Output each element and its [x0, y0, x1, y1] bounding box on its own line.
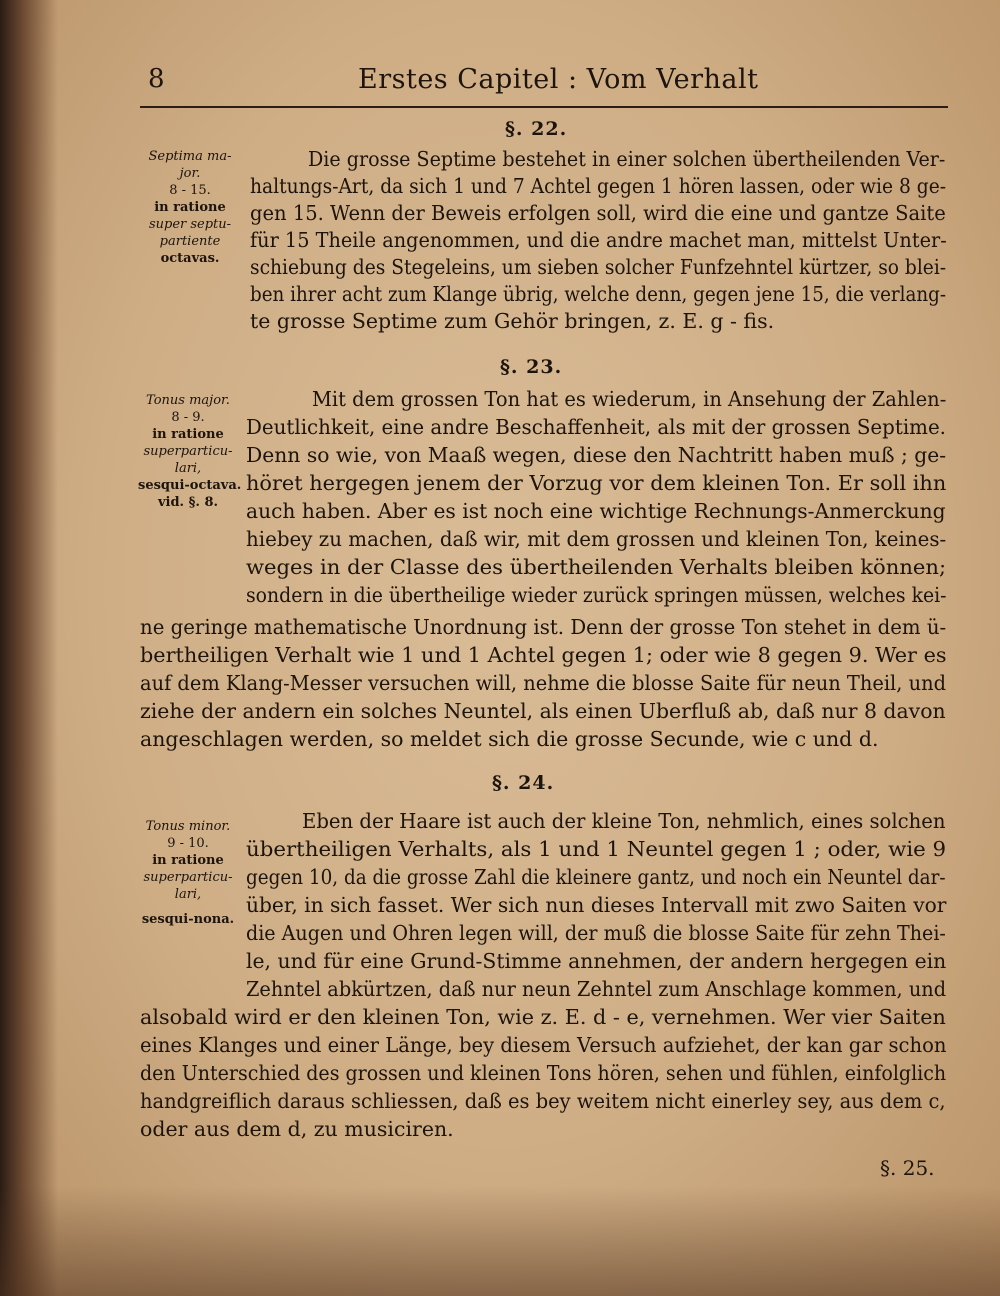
margin-note-23 [138, 392, 242, 511]
text-line: Denn so wie, von Maaß wegen, diese den Nachtritt haben muß ; ge- [246, 443, 947, 467]
running-head: Erstes Capitel : Vom Verhalt [358, 64, 759, 95]
text-line: Mit dem grossen Ton hat es wiederum, in Ansehung der Zahlen- [312, 387, 947, 411]
text-line: eines Klanges und einer Länge, bey diesem Versuch aufziehet, der kan gar schon [140, 1033, 947, 1057]
text-line: auch haben. Aber es ist noch eine wichtige Rechnungs-Anmerckung [246, 499, 946, 523]
margin-line: 9 - 10. [167, 836, 209, 851]
text-line: bertheiligen Verhalt wie 1 und 1 Achtel gegen 1; oder wie 8 gegen 9. Wer es [140, 643, 947, 667]
text-line: über, in sich fasset. Wer sich nun dieses Intervall mit zwo Saiten vor [246, 893, 947, 917]
margin-line: superparticu- [143, 870, 233, 885]
margin-line: Tonus major. [146, 393, 230, 408]
text-line: auf dem Klang-Messer versuchen will, nehme die blosse Saite für neun Theil, und [140, 671, 947, 695]
text-line: höret hergegen jenem der Vorzug vor dem kleinen Ton. Er soll ihn [246, 471, 947, 495]
margin-line: Septima ma- [148, 149, 232, 164]
margin-line: super septu- [148, 217, 232, 232]
margin-line: 8 - 15. [169, 183, 211, 198]
text-line: handgreiflich daraus schliessen, daß es bey weitem nicht einerley sey, aus dem c, [140, 1089, 946, 1113]
margin-line: in ratione [152, 427, 224, 442]
header-rule [140, 106, 948, 108]
page-gutter-shadow [0, 0, 58, 1296]
text-line: Zehntel abkürtzen, daß nur neun Zehntel zum Anschlage kommen, und [246, 977, 947, 1001]
text-line: Deutlichkeit, eine andre Beschaffenheit, als mit der grossen Septime. [246, 415, 947, 439]
margin-line: partiente [159, 234, 221, 249]
text-line: angeschlagen werden, so meldet sich die grosse Secunde, wie c und d. [140, 727, 879, 751]
text-line: Eben der Haare ist auch der kleine Ton, nehmlich, eines solchen [302, 809, 946, 833]
text-line: die Augen und Ohren legen will, der muß die blosse Saite für zehn Thei- [246, 921, 946, 945]
section-mark-24: §. 24. [492, 772, 555, 794]
catchword: §. 25. [880, 1156, 935, 1180]
section-mark-22: §. 22. [505, 118, 568, 140]
margin-line: superparticu- [143, 444, 233, 459]
text-line: alsobald wird er den kleinen Ton, wie z. E. d - e, vernehmen. Wer vier Saiten [140, 1005, 946, 1029]
text-line: te grosse Septime zum Gehör bringen, z. E. g - fis. [250, 309, 775, 333]
margin-line: in ratione [152, 853, 224, 868]
margin-line: vid. §. 8. [157, 495, 219, 510]
margin-line: Tonus minor. [145, 819, 231, 834]
margin-note-22 [140, 148, 240, 267]
text-line: ne geringe mathematische Unordnung ist. Denn der grosse Ton stehet in dem ü- [140, 615, 947, 639]
margin-line: sesqui-octava. [138, 478, 242, 493]
margin-line: in ratione [154, 200, 226, 215]
text-line: oder aus dem d, zu musiciren. [140, 1117, 454, 1141]
text-line: ziehe der andern ein solches Neuntel, als einen Uberfluß ab, daß nur 8 davon [140, 699, 946, 723]
text-line: haltungs-Art, da sich 1 und 7 Achtel gegen 1 hören lassen, oder wie 8 ge- [250, 174, 947, 198]
margin-line: sesqui-nona. [141, 912, 235, 927]
text-line: hiebey zu machen, daß wir, mit dem grossen und kleinen Ton, keines- [246, 527, 947, 551]
page-bottom-shadow [0, 1186, 1000, 1296]
margin-line: lari, [174, 461, 202, 476]
page-header [140, 62, 948, 102]
text-line: für 15 Theile angenommen, und die andre machet man, mittelst Unter- [250, 228, 947, 252]
text-line: schiebung des Stegeleins, um sieben solcher Funfzehntel kürtzer, so blei- [250, 255, 947, 279]
margin-note-24 [138, 818, 238, 928]
text-line: Die grosse Septime bestehet in einer solchen übertheilenden Ver- [308, 147, 946, 171]
text-line: den Unterschied des grossen und kleinen Tons hören, sehen und fühlen, einfolglich [140, 1061, 947, 1085]
margin-line: octavas. [160, 251, 220, 266]
text-line: übertheiligen Verhalts, als 1 und 1 Neuntel gegen 1 ; oder, wie 9 [246, 837, 947, 861]
text-line: gegen 10, da die grosse Zahl die kleinere gantz, und noch ein Neuntel dar- [246, 865, 946, 889]
margin-line: jor. [179, 166, 201, 181]
text-line: weges in der Classe des übertheilenden Verhalts bleiben können; [246, 555, 947, 579]
text-line: gen 15. Wenn der Beweis erfolgen soll, wird die eine und gantze Saite [250, 201, 946, 225]
margin-line: lari, [174, 887, 202, 902]
page-number: 8 [148, 64, 165, 94]
text-line: ben ihrer acht zum Klange übrig, welche denn, gegen jene 15, die verlang- [250, 282, 947, 306]
text-line: sondern in die übertheilige wieder zurück springen müssen, welches kei- [246, 583, 947, 607]
margin-line: 8 - 9. [171, 410, 205, 425]
text-line: le, und für eine Grund-Stimme annehmen, der andern hergegen ein [246, 949, 947, 973]
section-mark-23: §. 23. [500, 356, 563, 378]
